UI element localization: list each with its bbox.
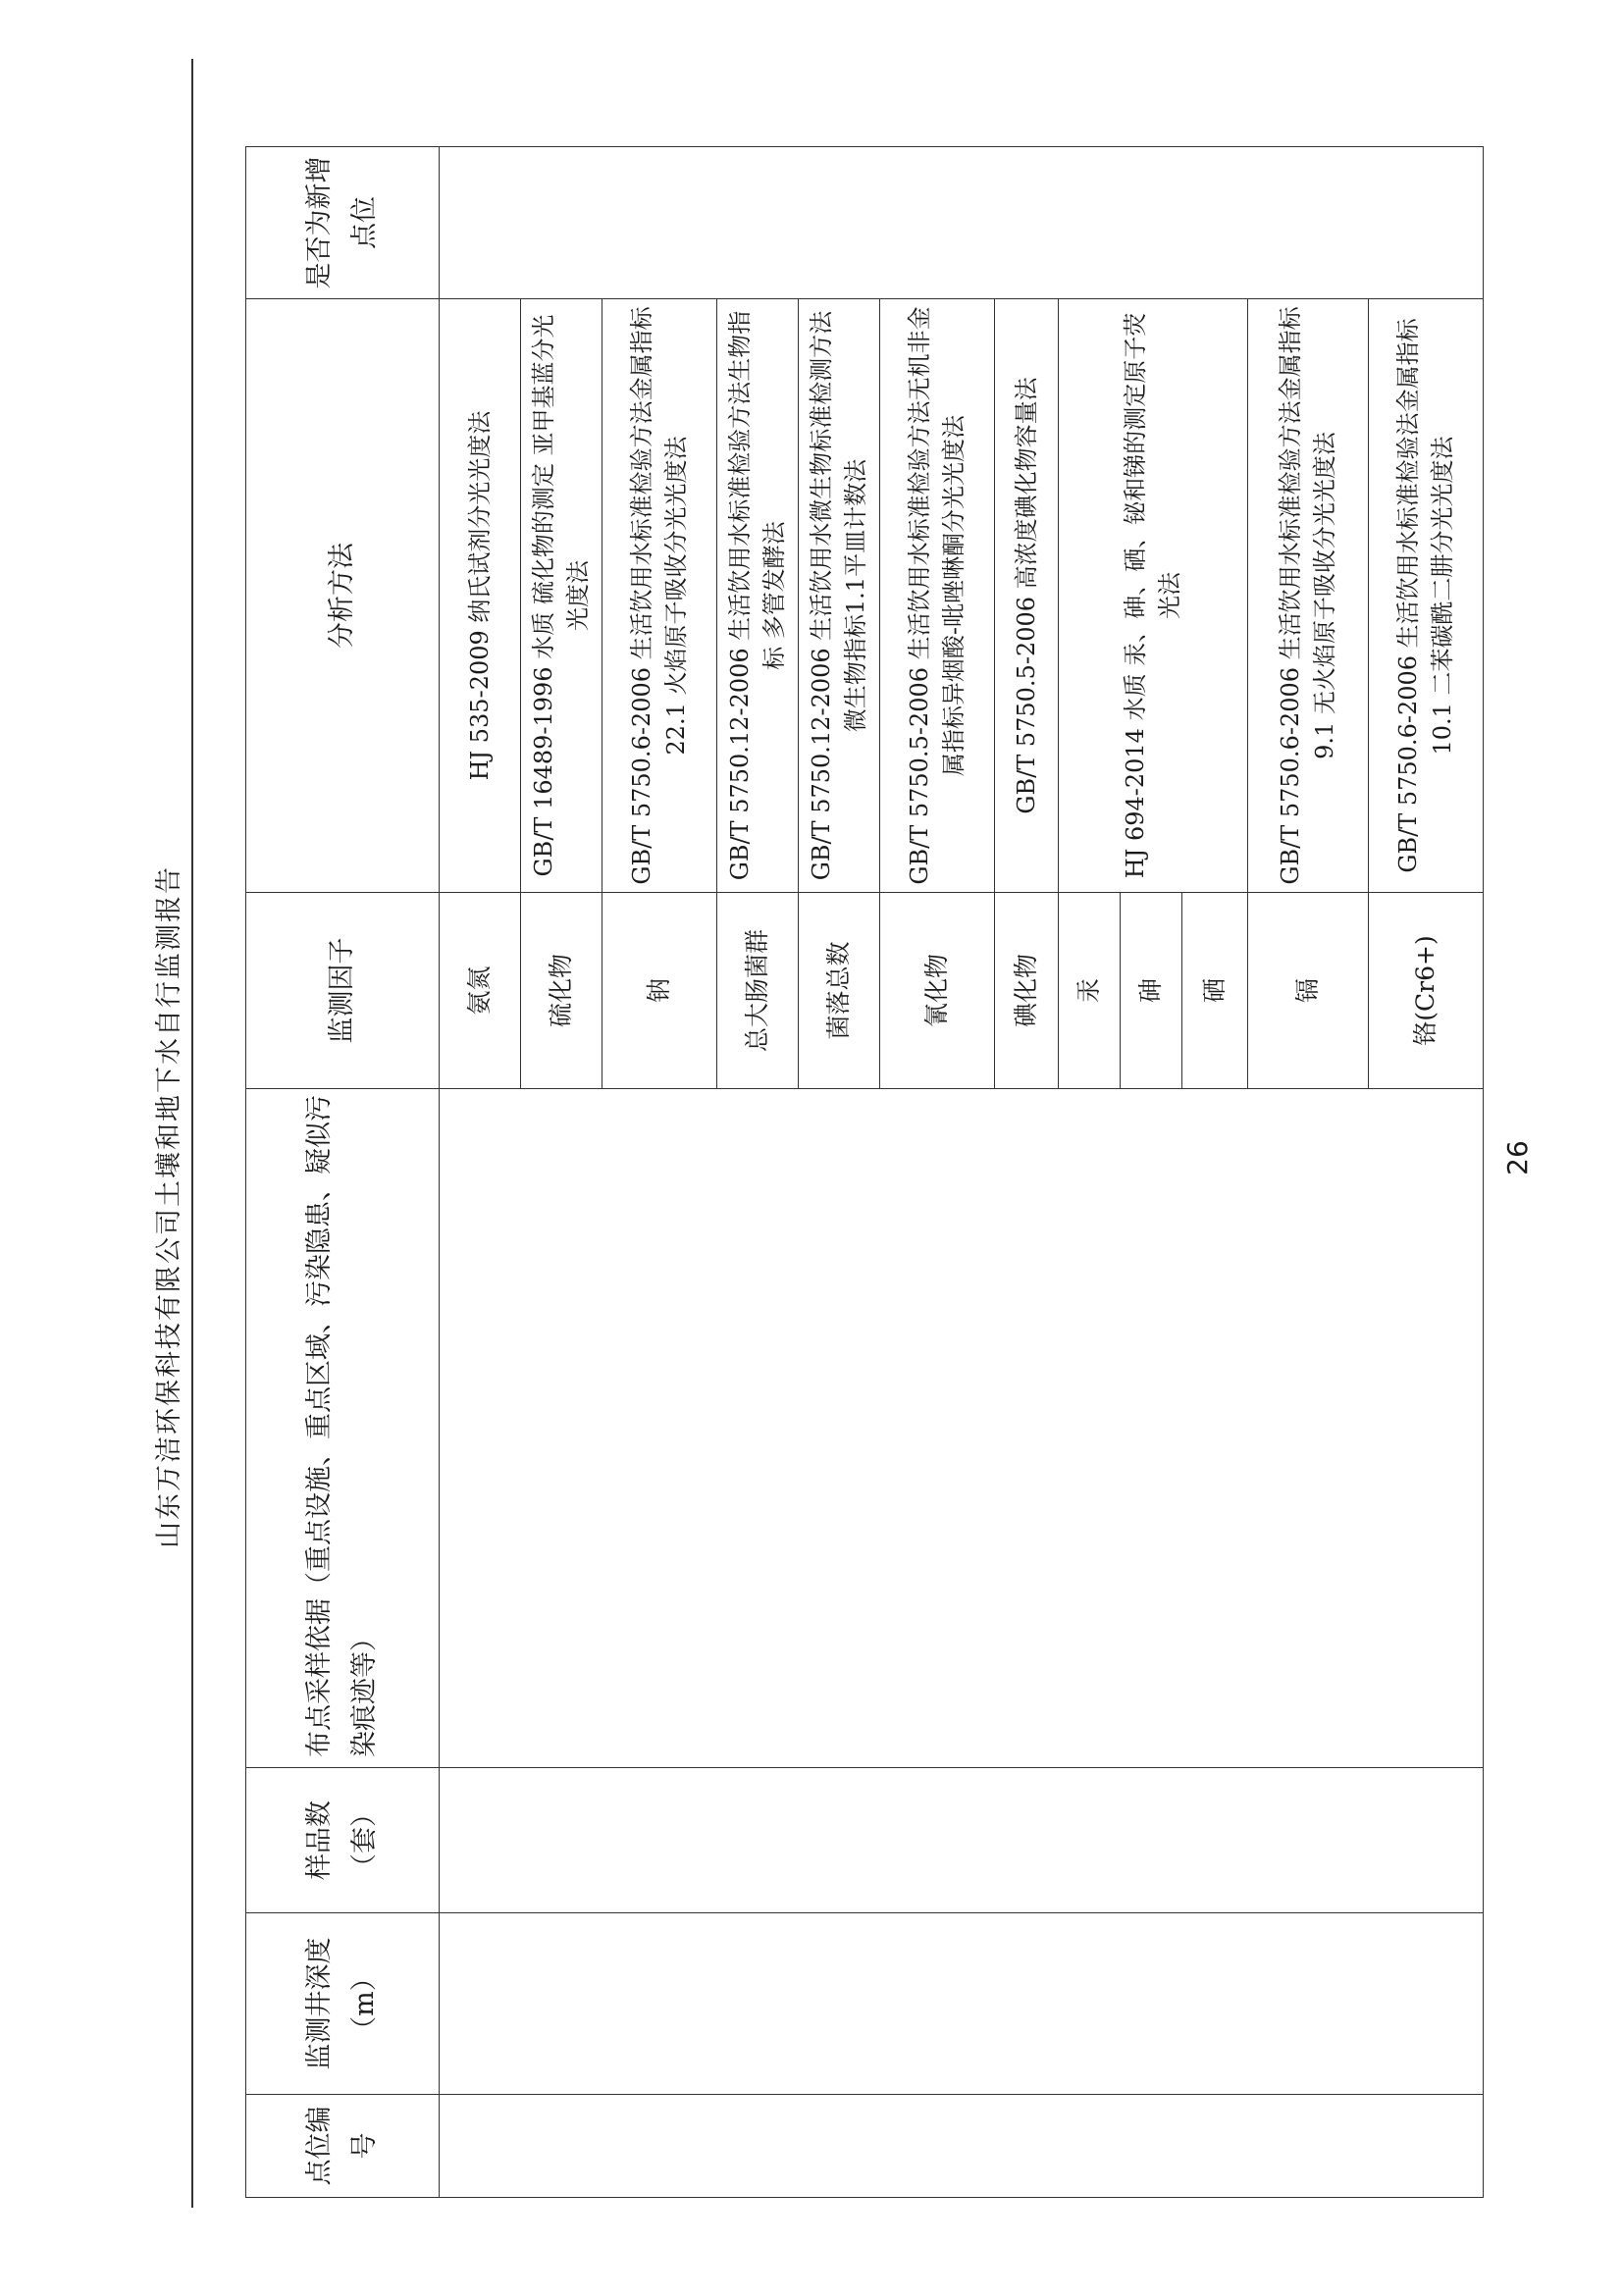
factor-cell: 镉: [1248, 893, 1369, 1089]
col-header-basis: 布点采样依据（重点设施、重点区域、污染隐患、疑似污染痕迹等）: [246, 1089, 440, 1768]
col-header-new-point: 是否为新增点位: [246, 147, 440, 299]
method-cell: GB/T 5750.5-2006 生活饮用水标准检验方法无机非金属指标异烟酸-吡唑啉酮分光光度法: [880, 299, 995, 893]
point-id-cell: [440, 2095, 1484, 2198]
sample-count-cell: [440, 1768, 1484, 1913]
basis-cell: [440, 1089, 1484, 1768]
method-cell: GB/T 5750.6-2006 生活饮用水标准检验法金属指标 10.1 二苯碳酰二肼分光光度法: [1369, 299, 1484, 893]
new-point-cell: [440, 147, 1484, 299]
method-cell: GB/T 5750.6-2006 生活饮用水标准检验方法金属指标 22.1 火焰原子吸收分光光度法: [602, 299, 717, 893]
factor-cell: 碘化物: [995, 893, 1059, 1089]
page-number: 26: [1501, 1140, 1534, 1175]
method-cell: GB/T 5750.5-2006 高浓度碘化物容量法: [995, 299, 1059, 893]
factor-cell: 氨氮: [440, 893, 521, 1089]
method-cell: GB/T 5750.12-2006 生活饮用水标准检验方法生物指标 多管发酵法: [717, 299, 799, 893]
factor-cell: 氰化物: [880, 893, 995, 1089]
factor-cell: 砷: [1121, 893, 1182, 1089]
factor-cell: 菌落总数: [799, 893, 880, 1089]
well-depth-cell: [440, 1913, 1484, 2095]
factor-cell: 硒: [1182, 893, 1248, 1089]
table-row: [440, 147, 521, 2198]
method-cell: GB/T 16489-1996 水质 硫化物的测定 亚甲基蓝分光光度法: [521, 299, 602, 893]
factor-cell: 钠: [602, 893, 717, 1089]
monitoring-table: [245, 146, 1484, 2198]
col-header-well-depth: 监测井深度（m）: [246, 1913, 440, 2095]
table-header-row: [246, 147, 440, 2198]
factor-cell: 铬(Cr6+): [1369, 893, 1484, 1089]
method-cell: GB/T 5750.6-2006 生活饮用水标准检验方法金属指标 9.1 无火焰原子吸收分光光度法: [1248, 299, 1369, 893]
col-header-sample-count: 样品数（套）: [246, 1768, 440, 1913]
method-cell: GB/T 5750.12-2006 生活饮用水微生物标准检测方法 微生物指标1.1平皿计数法: [799, 299, 880, 893]
factor-cell: 硫化物: [521, 893, 602, 1089]
method-cell-merged: HJ 694-2014 水质 汞、砷、硒、铋和锑的测定原子荧光法: [1059, 299, 1248, 893]
col-header-factor: 监测因子: [246, 893, 440, 1089]
col-header-method: 分析方法: [246, 299, 440, 893]
method-cell: HJ 535-2009 纳氏试剂分光光度法: [440, 299, 521, 893]
factor-cell: 汞: [1059, 893, 1121, 1089]
factor-cell: 总大肠菌群: [717, 893, 799, 1089]
header-divider: [191, 59, 193, 2208]
col-header-point-id: 点位编号: [246, 2095, 440, 2198]
report-header-title: 山东万洁环保科技有限公司土壤和地下水自行监测报告: [154, 865, 184, 1548]
